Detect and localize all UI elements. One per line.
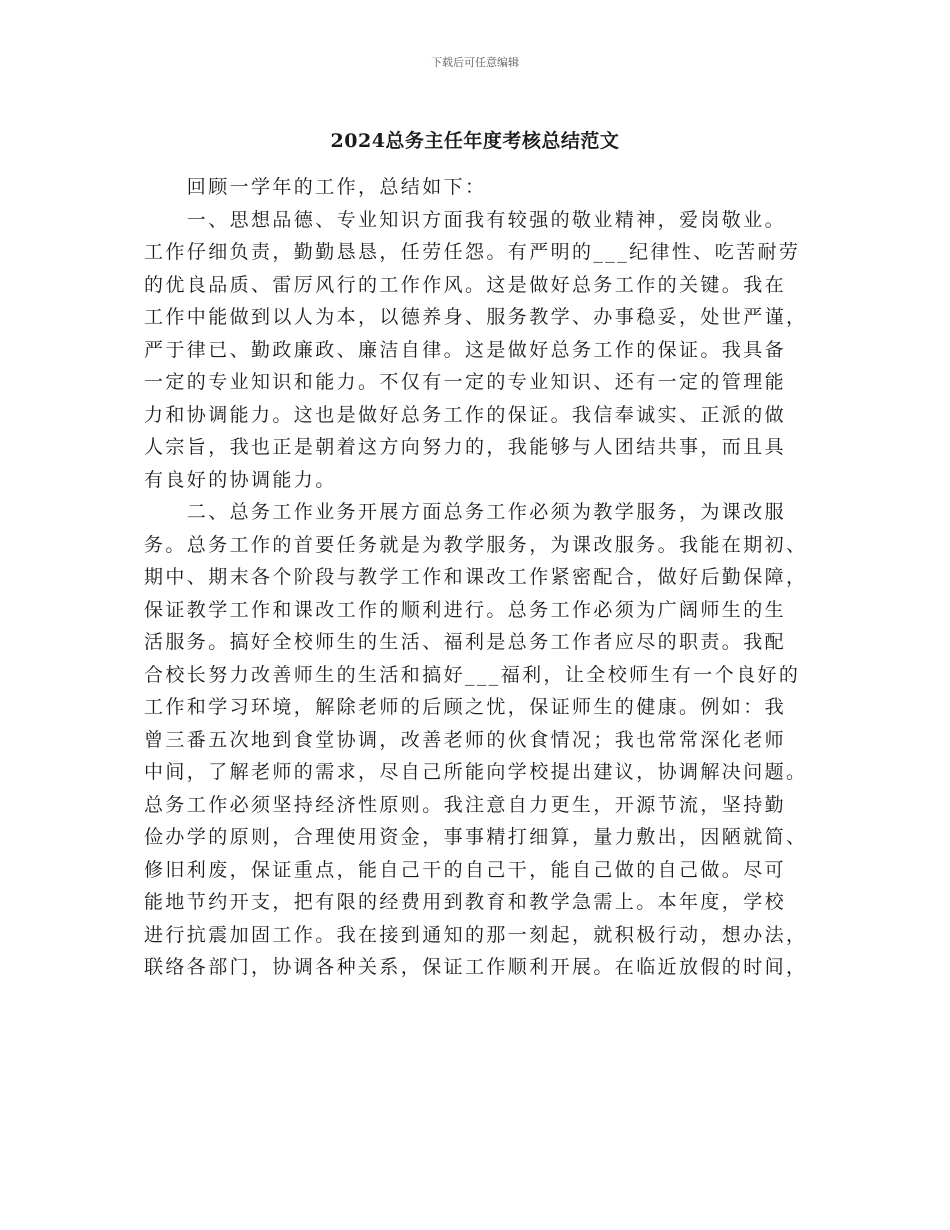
- body-line: 总务工作必须坚持经济性原则。我注意自力更生，开源节流，坚持勤: [144, 793, 787, 816]
- body-line: 人宗旨，我也正是朝着这方向努力的，我能够与人团结共事，而且具: [144, 436, 787, 458]
- body-line: 期中、期末各个阶段与教学工作和课改工作紧密配合，做好后勤保障，: [144, 566, 808, 588]
- body-line: 严于律已、勤政廉政、廉洁自律。这是做好总务工作的保证。我具备: [144, 338, 787, 361]
- body-line: 一、思想品德、专业知识方面我有较强的敬业精神，爱岗敬业。: [144, 208, 787, 231]
- body-line: 工作仔细负责，勤勤恳恳，任劳任怨。有严明的___纪律性、吃苦耐劳: [144, 241, 801, 263]
- body-line: 进行抗震加固工作。我在接到通知的那一刻起，就积极行动，想办法，: [144, 923, 808, 946]
- document-body: [144, 171, 810, 984]
- body-line: 一定的专业知识和能力。不仅有一定的专业知识、还有一定的管理能: [144, 371, 787, 393]
- body-line: 保证教学工作和课改工作的顺利进行。总务工作必须为广阔师生的生: [144, 598, 787, 621]
- header-note: 下载后可任意编辑: [431, 56, 519, 69]
- body-line: 工作和学习环境，解除老师的后顾之忧，保证师生的健康。例如：我: [144, 696, 787, 718]
- body-line: 工作中能做到以人为本，以德养身、服务教学、办事稳妥，处世严谨，: [144, 306, 808, 328]
- body-line: 力和协调能力。这也是做好总务工作的保证。我信奉诚实、正派的做: [144, 403, 787, 426]
- body-line: 能地节约开支，把有限的经费用到教育和教学急需上。本年度，学校: [144, 891, 787, 913]
- body-line: 联络各部门，协调各种关系，保证工作顺利开展。在临近放假的时间，: [144, 956, 808, 978]
- body-line: 回顾一学年的工作，总结如下：: [144, 176, 487, 198]
- body-line: 曾三番五次地到食堂协调，改善老师的伙食情况；我也常常深化老师: [144, 728, 787, 751]
- body-line: 有良好的协调能力。: [144, 468, 337, 491]
- body-line: 俭办学的原则，合理使用资金，事事精打细算，量力敷出，因陋就简、: [144, 826, 808, 848]
- body-line: 中间，了解老师的需求，尽自己所能向学校提出建议，协调解决问题。: [144, 761, 808, 783]
- body-line: 活服务。搞好全校师生的生活、福利是总务工作者应尽的职责。我配: [144, 631, 787, 653]
- body-line: 务。总务工作的首要任务就是为教学服务，为课改服务。我能在期初、: [144, 533, 808, 556]
- body-line: 合校长努力改善师生的生活和搞好___福利，让全校师生有一个良好的: [144, 663, 801, 686]
- document-title: 2024总务主任年度考核总结范文: [330, 130, 620, 152]
- body-line: 的优良品质、雷厉风行的工作作风。这是做好总务工作的关键。我在: [144, 273, 787, 296]
- body-line: 修旧利废，保证重点，能自己干的自己干，能自己做的自己做。尽可: [144, 858, 787, 881]
- body-line: 二、总务工作业务开展方面总务工作必须为教学服务，为课改服: [144, 501, 787, 523]
